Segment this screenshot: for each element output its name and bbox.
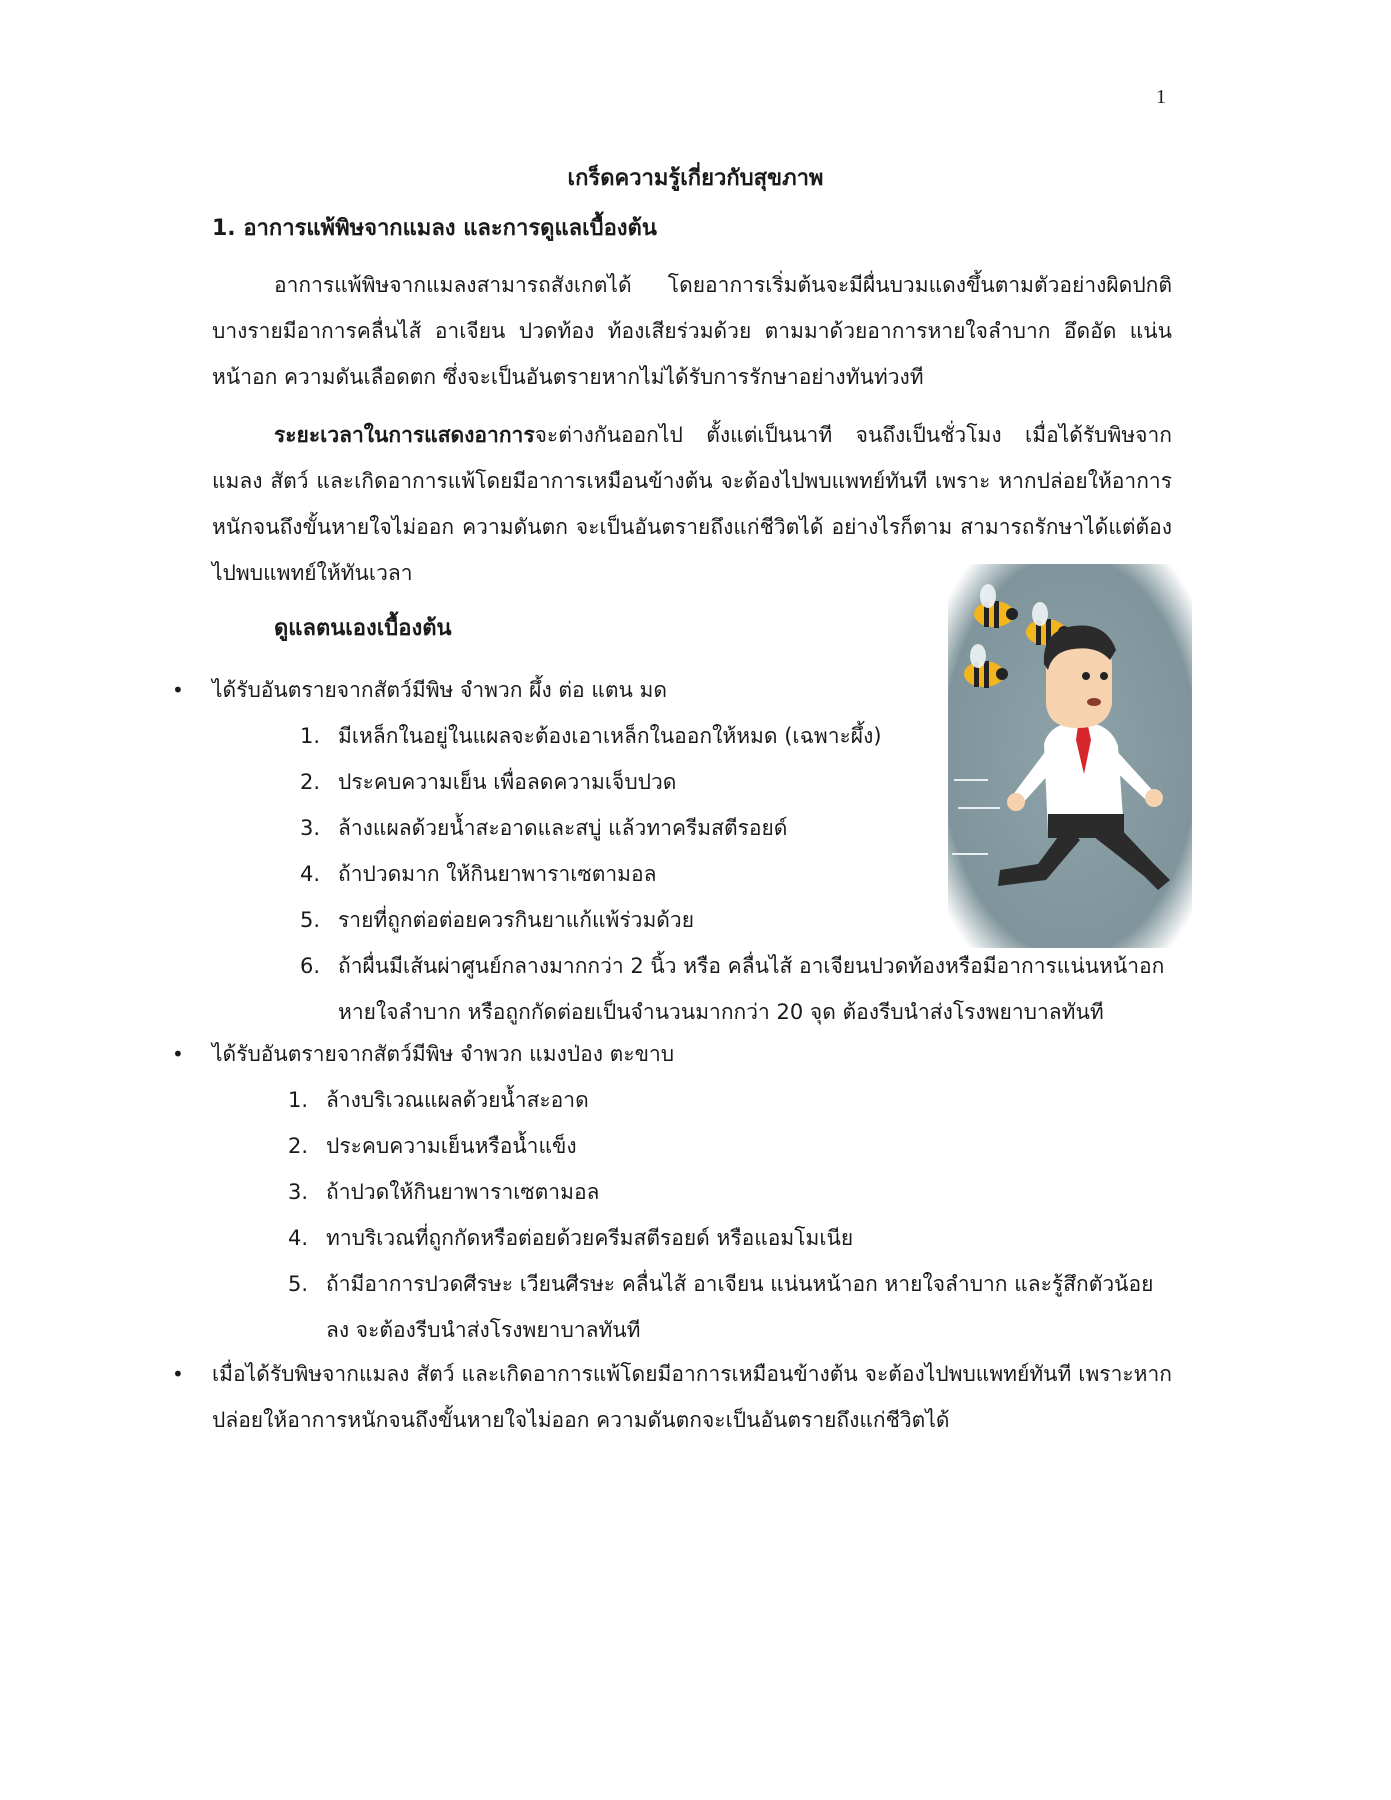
bullet-dot-icon: • <box>172 1042 184 1066</box>
bullet-dot-icon: • <box>172 678 184 702</box>
list-text: ประคบความเย็นหรือน้ำแข็ง <box>326 1134 577 1158</box>
list-number: 5. <box>300 908 321 932</box>
list-text: ถ้าปวดให้กินยาพาราเซตามอล <box>326 1180 600 1204</box>
list-item <box>288 1123 1172 1169</box>
scorpion-care-list <box>288 1077 1172 1353</box>
list-text: ถ้าปวดมาก ให้กินยาพาราเซตามอล <box>338 862 657 886</box>
list-text: รายที่ถูกต่อต่อยควรกินยาแก้แพ้ร่วมด้วย <box>338 908 695 932</box>
bullet-text: เมื่อได้รับพิษจากแมลง สัตว์ และเกิดอาการแพ้โดยมีอาการเหมือนข้างต้น จะต้องไปพบแพทย์ทันที เพราะหากปล่อยให้อาการหนักจนถึงขั้นหายใจไม่ออก ความดันตกจะเป็นอันตรายถึงแก่ชีวิตได้ <box>212 1362 1172 1432</box>
list-item <box>288 1261 1172 1353</box>
section-heading: 1. อาการแพ้พิษจากแมลง และการดูแลเบื้องต้น <box>212 216 657 241</box>
list-number: 2. <box>288 1134 309 1158</box>
list-number: 4. <box>300 862 321 886</box>
page-number: 1 <box>1156 86 1166 108</box>
list-text: ทาบริเวณที่ถูกกัดหรือต่อยด้วยครีมสตีรอยด์ หรือแอมโมเนีย <box>326 1226 854 1250</box>
bullet-text: ได้รับอันตรายจากสัตว์มีพิษ จำพวก ผึ้ง ต่อ แตน มด <box>212 678 668 702</box>
list-text: ถ้าผื่นมีเส้นผ่าศูนย์กลางมากกว่า 2 นิ้ว หรือ คลื่นไส้ อาเจียนปวดท้องหรือมีอาการแน่นหน้าอก หายใจลำบาก หรือถูกกัดต่อยเป็นจำนวนมากกว่า 20 จุด ต้องรีบนำส่งโรงพยาบาลทันที <box>338 954 1165 1024</box>
list-number: 6. <box>300 954 321 978</box>
list-number: 1. <box>300 724 321 748</box>
list-text: ถ้ามีอาการปวดศีรษะ เวียนศีรษะ คลื่นไส้ อาเจียน แน่นหน้าอก หายใจลำบาก และรู้สึกตัวน้อยลง จะต้องรีบนำส่งโรงพยาบาลทันที <box>326 1272 1154 1342</box>
list-item <box>288 1215 1172 1261</box>
bullet-dot-icon: • <box>172 1362 184 1386</box>
care-heading: ดูแลตนเองเบื้องต้น <box>274 616 452 641</box>
paragraph-onset-text: จะต่างกันออกไป ตั้งแต่เป็นนาที จนถึงเป็นชั่วโมง เมื่อได้รับพิษจากแมลง สัตว์ และเกิดอาการแพ้โดยมีอาการเหมือนข้างต้น จะต้องไปพบแพทย์ทันที เพราะ หากปล่อยให้อาการหนักจนถึงขั้นหายใจไม่ออก ความดันตก จะเป็นอันตรายถึงแก่ชีวิตได้ อย่างไรก็ตาม สามารถรักษาได้แต่ต้องไปพบแพทย์ให้ทันเวลา <box>212 423 1172 585</box>
list-number: 1. <box>288 1088 309 1112</box>
list-text: ล้างแผลด้วยน้ำสะอาดและสบู่ แล้วทาครีมสตีรอยด์ <box>338 816 788 840</box>
list-number: 3. <box>288 1180 309 1204</box>
list-text: ล้างบริเวณแผลด้วยน้ำสะอาด <box>326 1088 589 1112</box>
list-item <box>300 943 1172 1035</box>
list-text: ประคบความเย็น เพื่อลดความเจ็บปวด <box>338 770 677 794</box>
bullet-text: ได้รับอันตรายจากสัตว์มีพิษ จำพวก แมงป่อง ตะขาบ <box>212 1042 675 1066</box>
list-number: 2. <box>300 770 321 794</box>
man-running-from-bees-illustration <box>948 564 1192 948</box>
list-text: มีเหล็กในอยู่ในแผลจะต้องเอาเหล็กในออกให้หมด (เฉพาะผึ้ง) <box>338 724 882 748</box>
list-item <box>288 1077 1172 1123</box>
paragraph-symptoms: อาการแพ้พิษจากแมลงสามารถสังเกตได้ โดยอาการเริ่มต้นจะมีผื่นบวมแดงขึ้นตามตัวอย่างผิดปกติ บางรายมีอาการคลื่นไส้ อาเจียน ปวดท้อง ท้องเสียร่วมด้วย ตามมาด้วยอาการหายใจลำบาก อึดอัด แน่นหน้าอก ความดันเลือดตก ซึ่งจะเป็นอันตรายหากไม่ได้รับการรักษาอย่างทันท่วงที <box>212 273 1172 389</box>
list-item <box>288 1169 1172 1215</box>
list-number: 3. <box>300 816 321 840</box>
paragraph-onset-bold: ระยะเวลาในการแสดงอาการ <box>274 423 535 447</box>
list-number: 5. <box>288 1272 309 1296</box>
list-number: 4. <box>288 1226 309 1250</box>
document-title: เกร็ดความรู้เกี่ยวกับสุขภาพ <box>567 166 824 191</box>
